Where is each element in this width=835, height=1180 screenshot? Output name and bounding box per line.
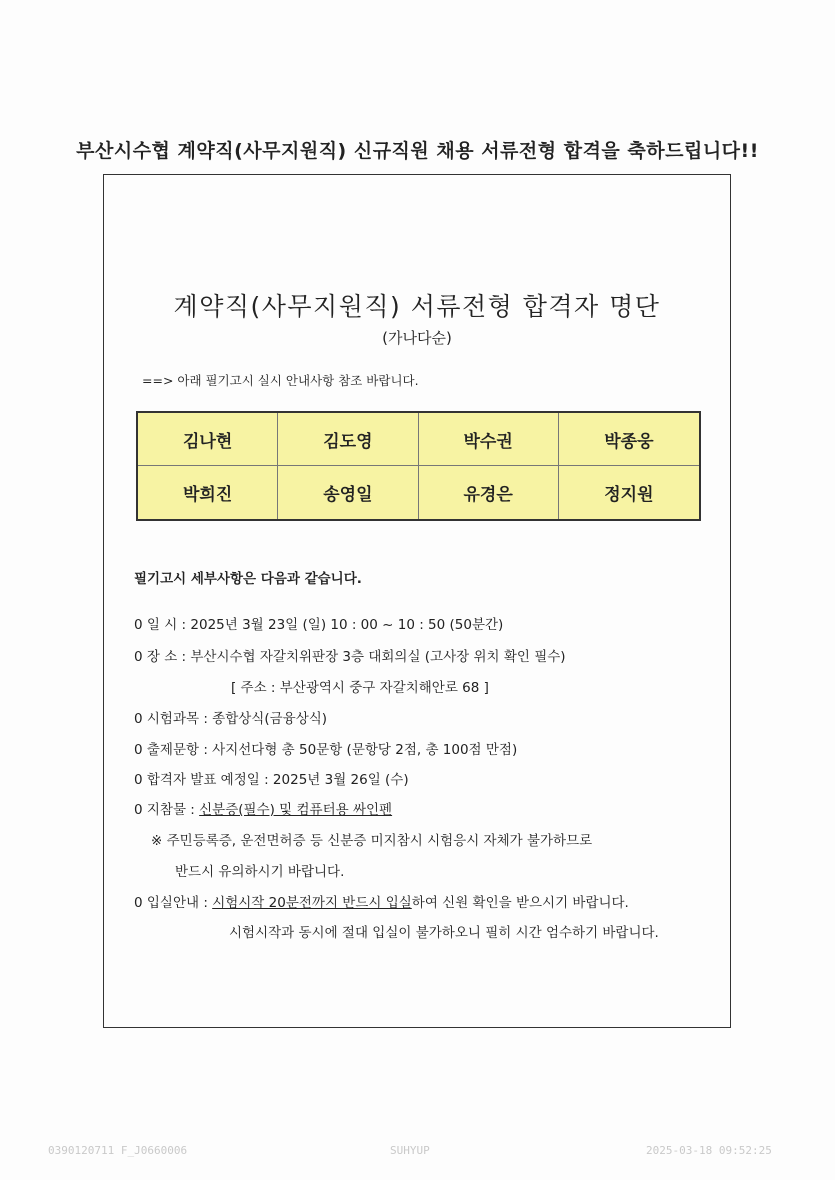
applicant-name: 유경은 — [419, 466, 559, 519]
result-announcement: 0 합격자 발표 예정일 : 2025년 3월 26일 (수) — [134, 772, 409, 788]
details-heading: 필기고시 세부사항은 다음과 같습니다. — [134, 571, 362, 587]
applicant-name: 박종웅 — [559, 413, 699, 466]
exam-address: [ 주소 : 부산광역시 중구 자갈치해안로 68 ] — [231, 680, 489, 696]
successful-applicants-table — [136, 411, 701, 521]
id-warning: ※ 주민등록증, 운전면허증 등 신분증 미지참시 시험응시 자체가 불가하므로 — [151, 833, 593, 849]
footer-timestamp: 2025-03-18 09:52:25 — [646, 1144, 772, 1157]
applicant-name: 박희진 — [138, 466, 278, 519]
id-warning-continued: 반드시 유의하시기 바랍니다. — [175, 864, 345, 880]
applicant-name: 송영일 — [278, 466, 418, 519]
notice-text: ==> 아래 필기고시 실시 안내사항 참조 바랍니다. — [142, 373, 419, 388]
applicant-name: 김도영 — [278, 413, 418, 466]
page-headline: 부산시수협 계약직(사무지원직) 신규직원 채용 서류전형 합격을 축하드립니다!! — [76, 140, 759, 162]
entry-guidance-emphasis: 시험시작 20분전까지 반드시 입실 — [212, 895, 412, 911]
required-items-value: 신분증(필수) 및 컴퓨터용 싸인펜 — [199, 802, 393, 818]
applicant-name: 박수권 — [419, 413, 559, 466]
footer-doc-id: 0390120711 F_J0660006 — [48, 1144, 188, 1157]
box-title: 계약직(사무지원직) 서류전형 합격자 명단 — [173, 292, 661, 321]
entry-guidance-continued: 시험시작과 동시에 절대 입실이 불가하오니 필히 시간 엄수하기 바랍니다. — [229, 925, 659, 941]
exam-place: 0 장 소 : 부산시수협 자갈치위판장 3층 대회의실 (고사장 위치 확인 필수) — [134, 649, 566, 665]
footer-org: SUHYUP — [390, 1144, 430, 1157]
entry-guidance — [134, 891, 629, 911]
announcement-box — [103, 174, 731, 1028]
box-subtitle: (가나다순) — [382, 329, 452, 347]
exam-date: 0 일 시 : 2025년 3월 23일 (일) 10 : 00 ~ 10 : 50 (50분간) — [134, 617, 504, 633]
exam-subject: 0 시험과목 : 종합상식(금융상식) — [134, 711, 328, 727]
entry-guidance-label: 0 입실안내 : — [134, 895, 213, 911]
applicant-name: 김나현 — [138, 413, 278, 466]
exam-questions: 0 출제문항 : 사지선다형 총 50문항 (문항당 2점, 총 100점 만점) — [134, 742, 518, 758]
required-items — [134, 798, 392, 818]
required-items-label: 0 지참물 : — [134, 802, 200, 818]
entry-guidance-rest: 하여 신원 확인을 받으시기 바랍니다. — [411, 895, 629, 911]
applicant-name: 정지원 — [604, 485, 654, 505]
